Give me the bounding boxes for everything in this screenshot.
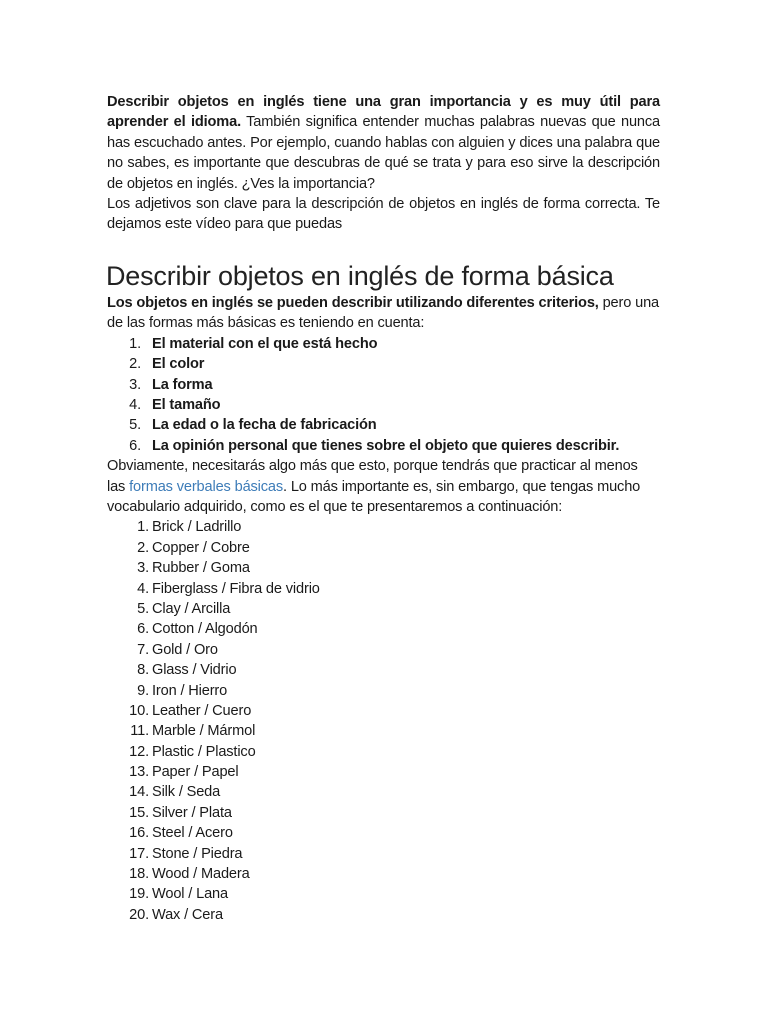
list-item-text: Paper / Papel bbox=[152, 764, 239, 781]
list-item-text: Wax / Cera bbox=[152, 906, 223, 923]
vocab-item bbox=[107, 782, 667, 802]
list-item-text: Silver / Plata bbox=[152, 804, 232, 821]
intro-block bbox=[107, 92, 660, 235]
vocab-item bbox=[107, 619, 667, 639]
list-number: 6. bbox=[129, 437, 141, 454]
list-number: 2. bbox=[137, 539, 149, 556]
list-item-text: El tamaño bbox=[152, 396, 221, 413]
vocab-item bbox=[107, 681, 667, 701]
criteria-item bbox=[107, 395, 667, 415]
after-criteria-line-2 bbox=[107, 477, 667, 497]
list-number: 7. bbox=[137, 641, 149, 658]
vocab-item bbox=[107, 579, 667, 599]
vocab-item bbox=[107, 538, 667, 558]
list-number: 9. bbox=[137, 682, 149, 699]
criteria-item bbox=[107, 436, 667, 456]
list-number: 8. bbox=[137, 662, 149, 679]
vocab-item bbox=[107, 823, 667, 843]
list-number: 1. bbox=[137, 519, 149, 536]
list-number: 4. bbox=[129, 396, 141, 413]
list-item-text: Brick / Ladrillo bbox=[152, 519, 242, 536]
intro-paragraph-1 bbox=[107, 92, 660, 194]
list-number: 16. bbox=[129, 825, 149, 842]
section-lead bbox=[107, 293, 667, 334]
vocab-item bbox=[107, 701, 667, 721]
vocab-item bbox=[107, 660, 667, 680]
list-item-text: Plastic / Plastico bbox=[152, 743, 256, 760]
list-item-text: Steel / Acero bbox=[152, 825, 233, 842]
vocab-item bbox=[107, 558, 667, 578]
criteria-item bbox=[107, 375, 667, 395]
list-item-text: Rubber / Goma bbox=[152, 560, 250, 577]
list-item-text: Gold / Oro bbox=[152, 641, 218, 658]
after-criteria-line-1: Obviamente, necesitarás algo más que esto, porque tendrás que practicar al menos bbox=[107, 458, 638, 475]
vocab-item bbox=[107, 517, 667, 537]
criteria-list bbox=[107, 334, 667, 456]
intro-paragraph-1-text: También significa entender muchas palabras nuevas que nunca has escuchado antes. Por ejemplo, cuando hablas con alguien y dices una palabra que no sabes, es importante que descubras de qué se trata y para eso sirve la descripción de objetos en inglés. ¿Ves la importancia? bbox=[107, 114, 661, 192]
list-number: 18. bbox=[129, 866, 149, 883]
list-number: 19. bbox=[129, 886, 149, 903]
list-item-text: Marble / Mármol bbox=[152, 723, 256, 740]
list-number: 5. bbox=[129, 417, 141, 434]
list-item-text: Glass / Vidrio bbox=[152, 662, 237, 679]
intro-paragraph-2: Los adjetivos son clave para la descripción de objetos en inglés de forma correcta. Te dejamos este vídeo para que puedas bbox=[107, 196, 660, 233]
vocab-item bbox=[107, 640, 667, 660]
list-item-text: Silk / Seda bbox=[152, 784, 221, 801]
vocab-item bbox=[107, 803, 667, 823]
vocab-item bbox=[107, 721, 667, 741]
list-item-text: El material con el que está hecho bbox=[152, 335, 378, 352]
intro-bold-lead: Describir objetos en inglés tiene una gran importancia y es muy útil para aprender el idioma. bbox=[107, 94, 660, 131]
list-number: 5. bbox=[137, 600, 149, 617]
list-item-text: Clay / Arcilla bbox=[152, 600, 231, 617]
list-number: 1. bbox=[129, 335, 141, 352]
list-item-text: La opinión personal que tienes sobre el objeto que quieres describir. bbox=[152, 437, 620, 454]
section-body bbox=[107, 293, 667, 925]
list-number: 12. bbox=[129, 743, 149, 760]
list-item-text: La forma bbox=[152, 376, 213, 393]
vocab-item bbox=[107, 844, 667, 864]
list-item-text: El color bbox=[152, 356, 205, 373]
verb-forms-link[interactable]: formas verbales básicas bbox=[129, 478, 284, 495]
criteria-item bbox=[107, 334, 667, 354]
vocab-item bbox=[107, 905, 667, 925]
vocab-item bbox=[107, 742, 667, 762]
criteria-item bbox=[107, 415, 667, 435]
vocab-item bbox=[107, 884, 667, 904]
after-criteria-pre-link: las bbox=[107, 478, 130, 495]
list-number: 14. bbox=[129, 784, 149, 801]
list-item-text: Cotton / Algodón bbox=[152, 621, 258, 638]
list-number: 10. bbox=[129, 702, 149, 719]
section-lead-bold: Los objetos en inglés se pueden describir utilizando diferentes criterios, bbox=[107, 295, 599, 311]
list-number: 13. bbox=[129, 764, 149, 781]
list-number: 11. bbox=[130, 723, 149, 740]
vocab-item bbox=[107, 762, 667, 782]
vocab-item bbox=[107, 864, 667, 884]
list-number: 17. bbox=[129, 845, 149, 862]
list-number: 20. bbox=[129, 906, 149, 923]
criteria-item bbox=[107, 354, 667, 374]
list-item-text: Stone / Piedra bbox=[152, 845, 243, 862]
after-criteria-line-3: vocabulario adquirido, como es el que te presentaremos a continuación: bbox=[107, 498, 563, 515]
list-item-text: Wood / Madera bbox=[152, 866, 250, 883]
list-item-text: La edad o la fecha de fabricación bbox=[152, 417, 377, 434]
section-heading: Describir objetos en inglés de forma básica bbox=[106, 261, 614, 291]
vocab-list bbox=[107, 517, 667, 925]
list-number: 6. bbox=[137, 621, 149, 638]
list-item-text: Wool / Lana bbox=[152, 886, 228, 903]
list-number: 2. bbox=[129, 356, 141, 373]
list-item-text: Leather / Cuero bbox=[152, 702, 252, 719]
after-criteria-post-link: . Lo más importante es, sin embargo, que tengas mucho bbox=[283, 478, 641, 495]
vocab-item bbox=[107, 599, 667, 619]
list-number: 3. bbox=[129, 376, 141, 393]
list-number: 4. bbox=[137, 580, 149, 597]
list-item-text: Fiberglass / Fibra de vidrio bbox=[152, 580, 320, 597]
list-number: 15. bbox=[129, 804, 149, 821]
list-item-text: Copper / Cobre bbox=[152, 539, 250, 556]
list-number: 3. bbox=[137, 560, 149, 577]
section-lead-text: pero una de las formas más básicas es teniendo en cuenta: bbox=[107, 295, 660, 332]
list-item-text: Iron / Hierro bbox=[152, 682, 228, 699]
